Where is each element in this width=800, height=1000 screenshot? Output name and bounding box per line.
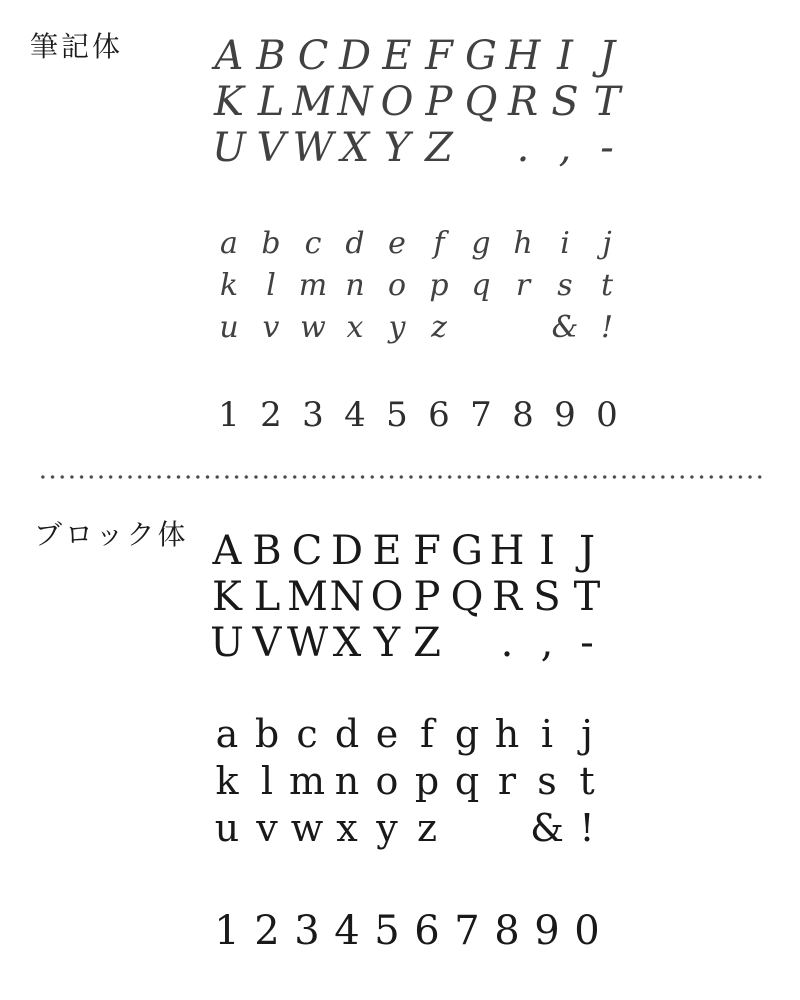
glyph-cell: i xyxy=(540,712,554,756)
dotted-divider xyxy=(38,475,762,479)
glyph-cell: 7 xyxy=(470,395,492,435)
glyph-cell: L xyxy=(253,574,281,620)
glyph-cell: k xyxy=(215,759,239,803)
glyph-cell: G xyxy=(451,528,483,574)
script-numbers-group xyxy=(208,394,628,436)
glyph-cell: c xyxy=(296,712,318,756)
glyph-cell: K xyxy=(214,79,244,125)
glyph-cell: o xyxy=(375,759,399,803)
glyph-cell: F xyxy=(425,33,453,79)
glyph-cell: W xyxy=(287,620,329,666)
block-lowercase-group xyxy=(207,711,607,852)
glyph-cell: F xyxy=(413,528,441,574)
glyph-cell: B xyxy=(256,33,286,79)
glyph-cell: 4 xyxy=(334,908,360,954)
script-lowercase-row-1 xyxy=(208,223,628,265)
glyph-cell: z xyxy=(416,806,438,850)
glyph-cell: w xyxy=(290,806,324,850)
block-uppercase-row-1 xyxy=(207,528,607,574)
glyph-cell: V xyxy=(252,620,282,666)
glyph-cell: J xyxy=(578,528,596,574)
glyph-cell: N xyxy=(337,79,373,125)
glyph-cell: 9 xyxy=(534,908,560,954)
block-lowercase-row-1 xyxy=(207,711,607,758)
glyph-cell: H xyxy=(505,33,541,79)
glyph-cell: ! xyxy=(579,806,595,850)
glyph-cell: Z xyxy=(413,620,441,666)
glyph-cell: C xyxy=(291,528,323,574)
glyph-cell: j xyxy=(581,712,593,756)
glyph-cell: X xyxy=(340,125,370,171)
glyph-cell: 3 xyxy=(294,908,320,954)
glyph-cell: C xyxy=(297,33,329,79)
glyph-cell: ! xyxy=(600,310,614,345)
glyph-cell: z xyxy=(431,310,447,345)
glyph-cell: f xyxy=(433,226,445,261)
script-uppercase-row-3 xyxy=(208,125,628,171)
glyph-cell: b xyxy=(261,226,281,261)
glyph-cell: M xyxy=(292,79,334,125)
glyph-cell: 6 xyxy=(414,908,440,954)
glyph-cell: . xyxy=(516,125,530,171)
glyph-cell: h xyxy=(494,712,520,756)
glyph-cell: 2 xyxy=(254,908,280,954)
glyph-cell: S xyxy=(533,574,561,620)
glyph-cell: e xyxy=(375,712,399,756)
glyph-cell: K xyxy=(212,574,242,620)
glyph-cell: P xyxy=(425,79,453,125)
glyph-cell: t xyxy=(600,268,614,303)
glyph-cell: - xyxy=(600,125,614,171)
glyph-cell: r xyxy=(515,268,531,303)
script-lowercase-row-2 xyxy=(208,265,628,307)
glyph-cell: 9 xyxy=(554,395,576,435)
glyph-cell: p xyxy=(414,759,440,803)
glyph-cell: c xyxy=(304,226,322,261)
glyph-cell: X xyxy=(332,620,362,666)
block-uppercase-row-2 xyxy=(207,574,607,620)
glyph-cell: 7 xyxy=(454,908,480,954)
glyph-cell: V xyxy=(256,125,286,171)
glyph-cell: D xyxy=(338,33,372,79)
glyph-cell xyxy=(460,307,502,349)
glyph-cell: b xyxy=(254,712,280,756)
glyph-cell: N xyxy=(329,574,365,620)
block-lowercase-row-2 xyxy=(207,758,607,805)
glyph-cell: a xyxy=(220,226,238,261)
glyph-cell: , xyxy=(540,620,554,666)
block-lowercase-row-3 xyxy=(207,805,607,852)
glyph-cell: g xyxy=(454,712,480,756)
glyph-cell: 5 xyxy=(374,908,400,954)
glyph-cell: . xyxy=(500,620,514,666)
glyph-cell: 1 xyxy=(218,395,240,435)
glyph-cell: Q xyxy=(450,574,484,620)
glyph-cell: 2 xyxy=(260,395,282,435)
glyph-cell: x xyxy=(346,310,364,345)
glyph-cell: w xyxy=(300,310,326,345)
glyph-cell: o xyxy=(387,268,407,303)
glyph-cell: 1 xyxy=(214,908,240,954)
glyph-cell: R xyxy=(507,79,539,125)
glyph-cell: A xyxy=(212,528,242,574)
glyph-cell: s xyxy=(557,268,573,303)
glyph-cell: g xyxy=(471,226,491,261)
glyph-cell: B xyxy=(252,528,282,574)
glyph-cell: 5 xyxy=(386,395,408,435)
glyph-cell: Y xyxy=(383,125,411,171)
glyph-cell: M xyxy=(287,574,328,620)
glyph-cell: Q xyxy=(464,79,498,125)
glyph-cell: - xyxy=(580,620,594,666)
glyph-cell: J xyxy=(598,33,616,79)
glyph-cell: I xyxy=(539,528,555,574)
glyph-cell: n xyxy=(345,268,365,303)
script-uppercase-row-1 xyxy=(208,33,628,79)
glyph-cell: , xyxy=(558,125,572,171)
glyph-cell: 3 xyxy=(302,395,324,435)
block-uppercase-row-3 xyxy=(207,620,607,666)
glyph-cell: 6 xyxy=(428,395,450,435)
glyph-cell: & xyxy=(530,806,564,850)
glyph-cell: 8 xyxy=(512,395,534,435)
script-uppercase-row-2 xyxy=(208,79,628,125)
glyph-cell: y xyxy=(388,310,406,345)
glyph-cell: O xyxy=(370,574,404,620)
glyph-cell: q xyxy=(454,759,480,803)
glyph-cell: D xyxy=(330,528,364,574)
glyph-cell: U xyxy=(212,125,246,171)
glyph-cell: W xyxy=(292,125,334,171)
glyph-cell: & xyxy=(551,310,579,345)
block-numbers-group xyxy=(207,908,607,954)
glyph-cell xyxy=(487,805,527,852)
glyph-cell: L xyxy=(257,79,285,125)
glyph-cell: h xyxy=(513,226,533,261)
glyph-cell: 0 xyxy=(574,908,600,954)
glyph-cell: s xyxy=(537,759,557,803)
script-section-label: 筆記体 xyxy=(30,31,124,62)
glyph-cell: T xyxy=(573,574,601,620)
script-uppercase-group xyxy=(208,33,628,171)
glyph-cell: O xyxy=(380,79,414,125)
glyph-cell: U xyxy=(210,620,244,666)
glyph-cell: 4 xyxy=(344,395,366,435)
glyph-cell: I xyxy=(557,33,573,79)
glyph-cell xyxy=(447,805,487,852)
glyph-cell: r xyxy=(497,759,517,803)
block-section-label: ブロック体 xyxy=(34,519,189,550)
glyph-cell: a xyxy=(215,712,239,756)
glyph-cell xyxy=(502,307,544,349)
glyph-cell: S xyxy=(551,79,579,125)
glyph-cell: x xyxy=(336,806,358,850)
glyph-cell: v xyxy=(262,310,280,345)
glyph-cell: q xyxy=(471,268,491,303)
glyph-cell: u xyxy=(219,310,239,345)
glyph-cell: H xyxy=(489,528,525,574)
glyph-cell: T xyxy=(593,79,621,125)
script-lowercase-group xyxy=(208,223,628,349)
block-uppercase-group xyxy=(207,528,607,666)
glyph-cell: E xyxy=(382,33,412,79)
glyph-cell: i xyxy=(560,226,570,261)
glyph-cell: d xyxy=(345,226,365,261)
glyph-cell: m xyxy=(288,759,326,803)
glyph-cell: Y xyxy=(373,620,401,666)
glyph-cell: e xyxy=(388,226,406,261)
glyph-cell: A xyxy=(214,33,244,79)
glyph-cell: k xyxy=(219,268,239,303)
glyph-cell: j xyxy=(602,226,612,261)
glyph-cell: v xyxy=(256,806,278,850)
glyph-cell: l xyxy=(260,759,274,803)
glyph-cell: G xyxy=(465,33,497,79)
glyph-cell: E xyxy=(372,528,402,574)
glyph-cell: f xyxy=(419,712,435,756)
glyph-cell: t xyxy=(579,759,595,803)
glyph-cell: 0 xyxy=(596,395,618,435)
glyph-cell: R xyxy=(491,574,523,620)
script-lowercase-row-3 xyxy=(208,307,628,349)
glyph-cell xyxy=(447,620,487,666)
glyph-cell: u xyxy=(214,806,240,850)
glyph-cell: d xyxy=(334,712,360,756)
glyph-cell: 8 xyxy=(494,908,520,954)
glyph-cell xyxy=(460,125,502,171)
glyph-cell: y xyxy=(376,806,398,850)
glyph-cell: p xyxy=(429,268,449,303)
glyph-cell: Z xyxy=(425,125,453,171)
block-numbers-row xyxy=(207,908,607,954)
script-numbers-row xyxy=(208,394,628,436)
glyph-cell: m xyxy=(298,268,328,303)
glyph-cell: P xyxy=(413,574,441,620)
glyph-cell: l xyxy=(266,268,276,303)
glyph-cell: n xyxy=(334,759,360,803)
